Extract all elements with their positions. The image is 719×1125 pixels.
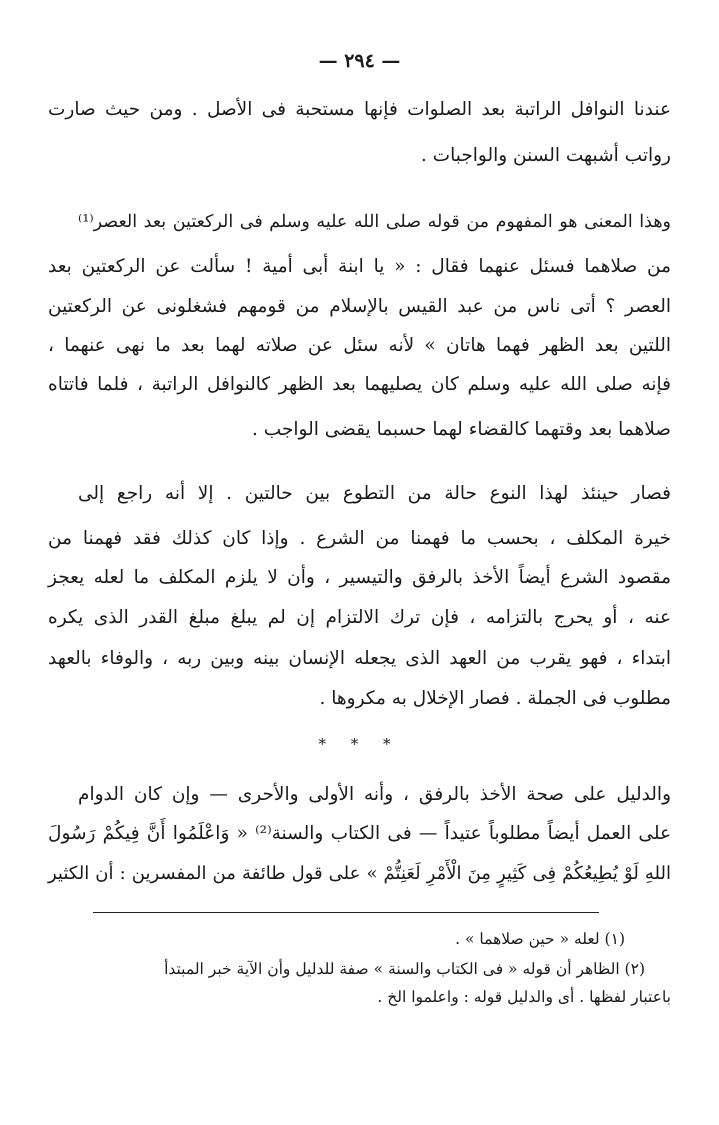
footnote-2-continued: باعتبار لفظها . أى والدليل قوله : واعلموا الخ . bbox=[377, 988, 671, 1006]
section-separator: * * * bbox=[318, 735, 401, 753]
text-line: رواتب أشبهت السنن والواجبات . bbox=[420, 145, 671, 166]
footnote-divider bbox=[93, 912, 599, 913]
text-line: عندنا النوافل الراتبة بعد الصلوات فإنها مستحبة فى الأصل . ومن حيث صارت bbox=[48, 99, 671, 120]
text-line: خيرة المكلف ، بحسب ما فهمنا من الشرع . وإذا كان كذلك فقد فهمنا من bbox=[48, 528, 671, 549]
text-line: ابتداء ، فهو يقرب من العهد الذى يجعله الإنسان بينه وبين ربه ، والوفاء بالعهد bbox=[48, 648, 671, 669]
text-line: عنه ، أو يحرج بالتزامه ، فإن ترك الالتزام إن لم يبلغ مبلغ القدر الذى يكره bbox=[48, 607, 671, 628]
text-line: فإنه صلى الله عليه وسلم كان يصليهما بعد الظهر كالنوافل الراتبة ، فلما فاتتاه bbox=[48, 374, 671, 395]
text-line: اللهِ لَوْ يُطِيعُكُمْ فِى كَثِيرٍ مِنَ الْأَمْرِ لَعَنِتُّمْ » على قول طائفة من المفسرين : أن الكثير bbox=[48, 863, 671, 884]
text-line: من صلاهما فسئل عنهما فقال : « يا ابنة أبى أمية ! سألت عن الركعتين بعد bbox=[48, 256, 671, 277]
text-line: مطلوب فى الجملة . فصار الإخلال به مكروها . bbox=[319, 688, 671, 709]
footnote-1: (١) لعله « حين صلاهما » . bbox=[455, 930, 625, 948]
text-line: فصار حينئذ لهذا النوع حالة من التطوع بين حالتين . إلا أنه راجع إلى bbox=[78, 483, 671, 504]
text-line: وهذا المعنى هو المفهوم من قوله صلى الله عليه وسلم فى الركعتين بعد العصر⁽¹⁾ bbox=[78, 212, 671, 232]
text-line: على العمل أيضاً مطلوباً عتيداً — فى الكتاب والسنة⁽²⁾ « وَاعْلَمُوا أَنَّ فِيكُمْ رَسُولَ bbox=[48, 823, 671, 844]
text-line: والدليل على صحة الأخذ بالرفق ، وأنه الأولى والأحرى — وإن كان الدوام bbox=[78, 784, 671, 805]
text-line: صلاهما بعد وقتهما كالقضاء لهما حسبما يقضى الواجب . bbox=[252, 419, 671, 440]
text-line: اللتين بعد الظهر فهما هاتان » لأنه سئل عن صلاته لهما بعد ما نهى عنهما ، bbox=[48, 335, 671, 356]
page-number: — ٢٩٤ — bbox=[318, 50, 401, 72]
text-line: العصر ؟ أتى ناس من عبد القيس بالإسلام من قومهم فشغلونى عن الركعتين bbox=[48, 296, 671, 317]
text-line: مقصود الشرع أيضاً الأخذ بالرفق والتيسير ، وأن لا يلزم المكلف ما لعله يعجز bbox=[48, 567, 671, 588]
footnote-2: (٢) الظاهر أن قوله « فى الكتاب والسنة » صفة للدليل وأن الآية خبر المبتدأ bbox=[164, 960, 645, 978]
